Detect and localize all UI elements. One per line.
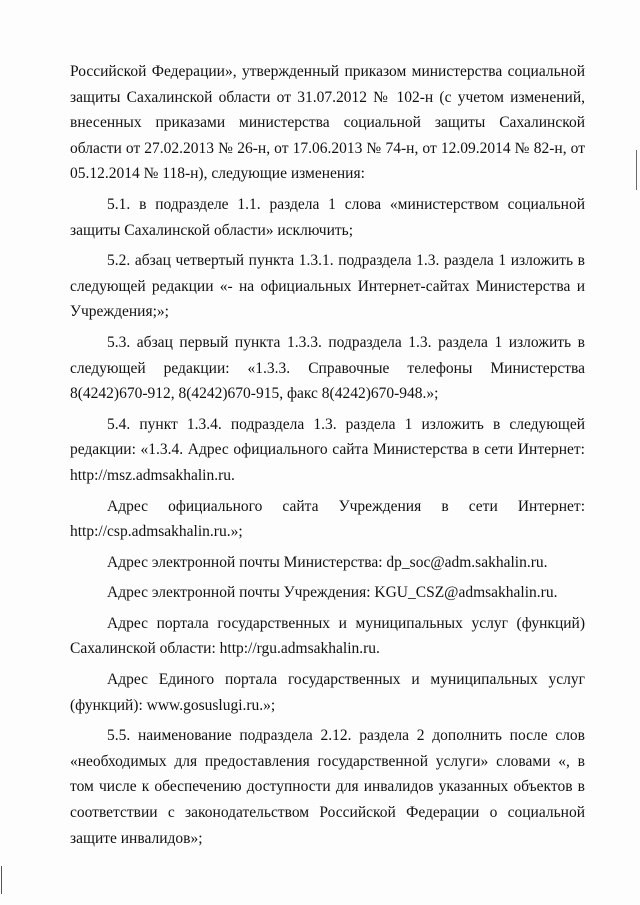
scan-artifact-right-edge bbox=[636, 150, 637, 190]
paragraph-5-1: 5.1. в подразделе 1.1. раздела 1 слова «министерством социальной защиты Сахалинской области» исключить; bbox=[70, 195, 585, 239]
paragraph-5-5: 5.5. наименование подраздела 2.12. раздела 2 дополнить после слов «необходимых для предоставления государственной услуги» словами «, в том числе к обеспечению доступности для инвалидов указанных объектов в соответствии с законодательством Российской Федерации о социальной защите инвалидов»; bbox=[70, 727, 585, 847]
paragraph-5-4: 5.4. пункт 1.3.4. подраздела 1.3. раздела 1 изложить в следующей редакции: «1.3.4. Адрес официального сайта Министерства в сети Интернет: http://msz.admsakhalin.ru. bbox=[70, 415, 585, 484]
paragraph-continuation: Российской Федерации», утвержденный приказом министерства социальной защиты Сахалинской области от 31.07.2012 № 102-н (с учетом изменений, внесенных приказами министерства социальной защиты Сахалинской области от 27.02.2013 № 26-н, от 17.06.2013 № 74-н, от 12.09.2014 № 82-н, от 05.12.2014 № 118-н), следующие изменения: bbox=[70, 63, 585, 183]
scan-artifact-left-edge bbox=[1, 866, 2, 894]
paragraph-regional-portal: Адрес портала государственных и муниципальных услуг (функций) Сахалинской области: http://rgu.admsakhalin.ru. bbox=[70, 614, 585, 658]
paragraph-ministry-email: Адрес электронной почты Министерства: dp_soc@adm.sakhalin.ru. bbox=[107, 553, 548, 571]
scan-artifact-top bbox=[290, 4, 410, 10]
paragraph-5-2: 5.2. абзац четвертый пункта 1.3.1. подраздела 1.3. раздела 1 изложить в следующей редакции «- на официальных Интернет-сайтах Министерства и Учреждения;»; bbox=[70, 252, 585, 321]
paragraph-institution-email: Адрес электронной почты Учреждения: KGU_CSZ@admsakhalin.ru. bbox=[107, 584, 558, 602]
paragraph-site-address: Адрес официального сайта Учреждения в сети Интернет: http://csp.admsakhalin.ru.»; bbox=[70, 497, 585, 541]
paragraph-5-3: 5.3. абзац первый пункта 1.3.3. подраздела 1.3. раздела 1 изложить в следующей редакции: «1.3.3. Справочные телефоны Министерства 8(4242)670-912, 8(4242)670-915, факс 8(4242)670-948.»; bbox=[70, 333, 585, 403]
document-body bbox=[70, 59, 585, 856]
paragraph-unified-portal: Адрес Единого портала государственных и муниципальных услуг (функций): www.gosuslugi.ru.»; bbox=[70, 671, 585, 714]
